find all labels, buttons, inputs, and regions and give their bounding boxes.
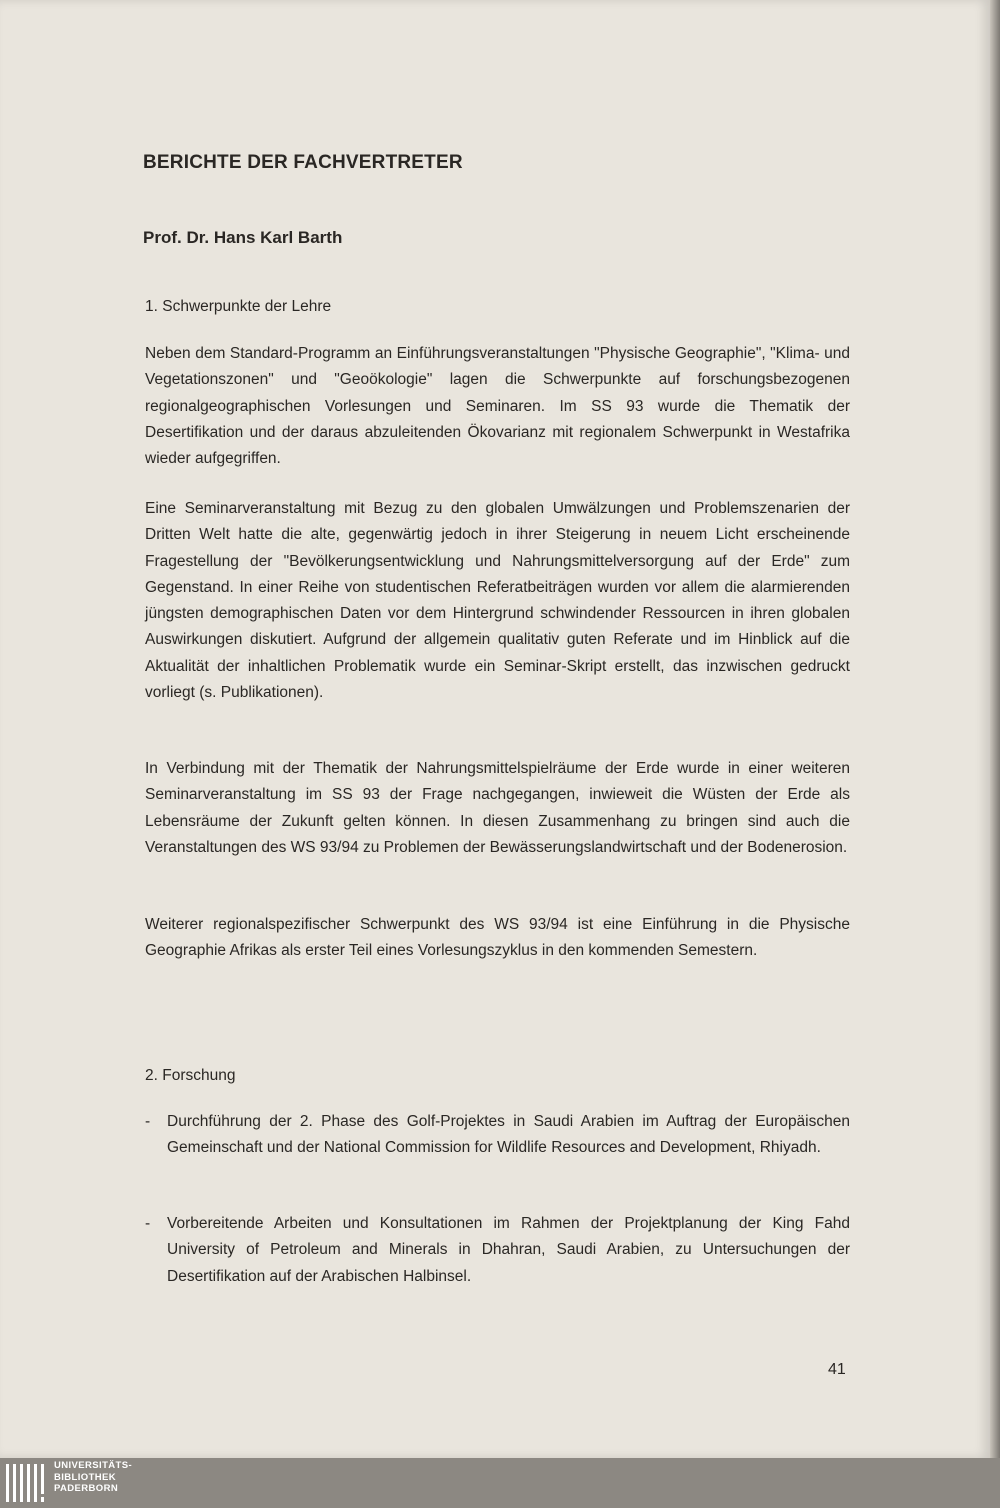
list-item-text: Vorbereitende Arbeiten und Konsultationen im Rahmen der Projektplanung der King Fahd University of Petroleum and Minerals in Dhahran, Saudi Arabien, zu Untersuchungen der Desertifikation auf der Arabischen Halbinsel.	[167, 1215, 850, 1285]
paragraph-2: Eine Seminarveranstaltung mit Bezug zu den globalen Umwälzungen und Problemszenarien der Dritten Welt hatte die alte, gegenwärtig jedoch in ihrer Steigerung in neuem Licht erscheinende Fragestellung der "Bevölkerungsentwicklung und Nahrungsmittelversorgung auf der Erde" zum Gegenstand. In einer Reihe von studentischen Referatbeiträgen wurden vor allem die alarmierenden jüngsten demographischen Daten vor dem Hintergrund schwindender Ressourcen in ihren globalen Auswirkungen diskutiert. Aufgrund der allgemein qualitativ guten Referate und im Hinblick auf die Aktualität der inhaltlichen Problematik wurde ein Seminar-Skript erstellt, das inzwischen gedruckt vorliegt (s. Publikationen).	[145, 500, 850, 702]
author-name: Prof. Dr. Hans Karl Barth	[143, 228, 343, 247]
paragraph-4: Weiterer regionalspezifischer Schwerpunkt des WS 93/94 ist eine Einführung in die Physische Geographie Afrikas als erster Teil eines Vorlesungszyklus in den kommenden Semestern.	[145, 916, 850, 960]
list-item	[145, 1211, 850, 1290]
section-title-teaching: 1. Schwerpunkte der Lehre	[145, 298, 332, 315]
list-item-text: Durchführung der 2. Phase des Golf-Projektes in Saudi Arabien im Auftrag der Europäischen Gemeinschaft und der National Commission for Wildlife Resources and Development, Rhiyadh.	[167, 1113, 850, 1157]
paragraph-1: Neben dem Standard-Programm an Einführungsveranstaltungen "Physische Geographie", "Klima- und Vegetationszonen" und "Geoökologie" lagen die Schwerpunkte auf forschungsbezogenen regionalgeographischen Vorlesungen und Seminaren. Im SS 93 wurde die Thematik der Desertifikation und der daraus abzuleitenden Ökovarianz mit regionalem Schwerpunkt in Westafrika wieder aufgegriffen.	[145, 345, 850, 468]
page-edge	[990, 0, 1000, 1458]
library-name-line-1: UNIVERSITÄTS-	[54, 1460, 133, 1471]
page-heading: BERICHTE DER FACHVERTRETER	[143, 152, 463, 173]
page-number: 41	[828, 1361, 846, 1378]
list-item	[145, 1109, 850, 1162]
library-footer	[0, 1458, 1000, 1508]
library-logo-icon	[4, 1462, 48, 1504]
library-name	[54, 1460, 132, 1495]
library-name-line-2: BIBLIOTHEK	[54, 1471, 117, 1483]
bullet-marker: -	[145, 1113, 151, 1130]
section-title-research: 2. Forschung	[145, 1067, 236, 1084]
paragraph-3: In Verbindung mit der Thematik der Nahrungsmittelspielräume der Erde wurde in einer weiteren Seminarveranstaltung im SS 93 der Frage nachgegangen, inwieweit die Wüsten der Erde als Lebensräume der Zukunft gelten können. In diesen Zusammenhang zu bringen sind auch die Veranstaltungen des WS 93/94 zu Problemen der Bewässerungslandwirtschaft und der Bodenerosion.	[145, 760, 850, 856]
bullet-marker: -	[145, 1215, 151, 1232]
library-name-line-3: PADERBORN	[54, 1483, 119, 1494]
